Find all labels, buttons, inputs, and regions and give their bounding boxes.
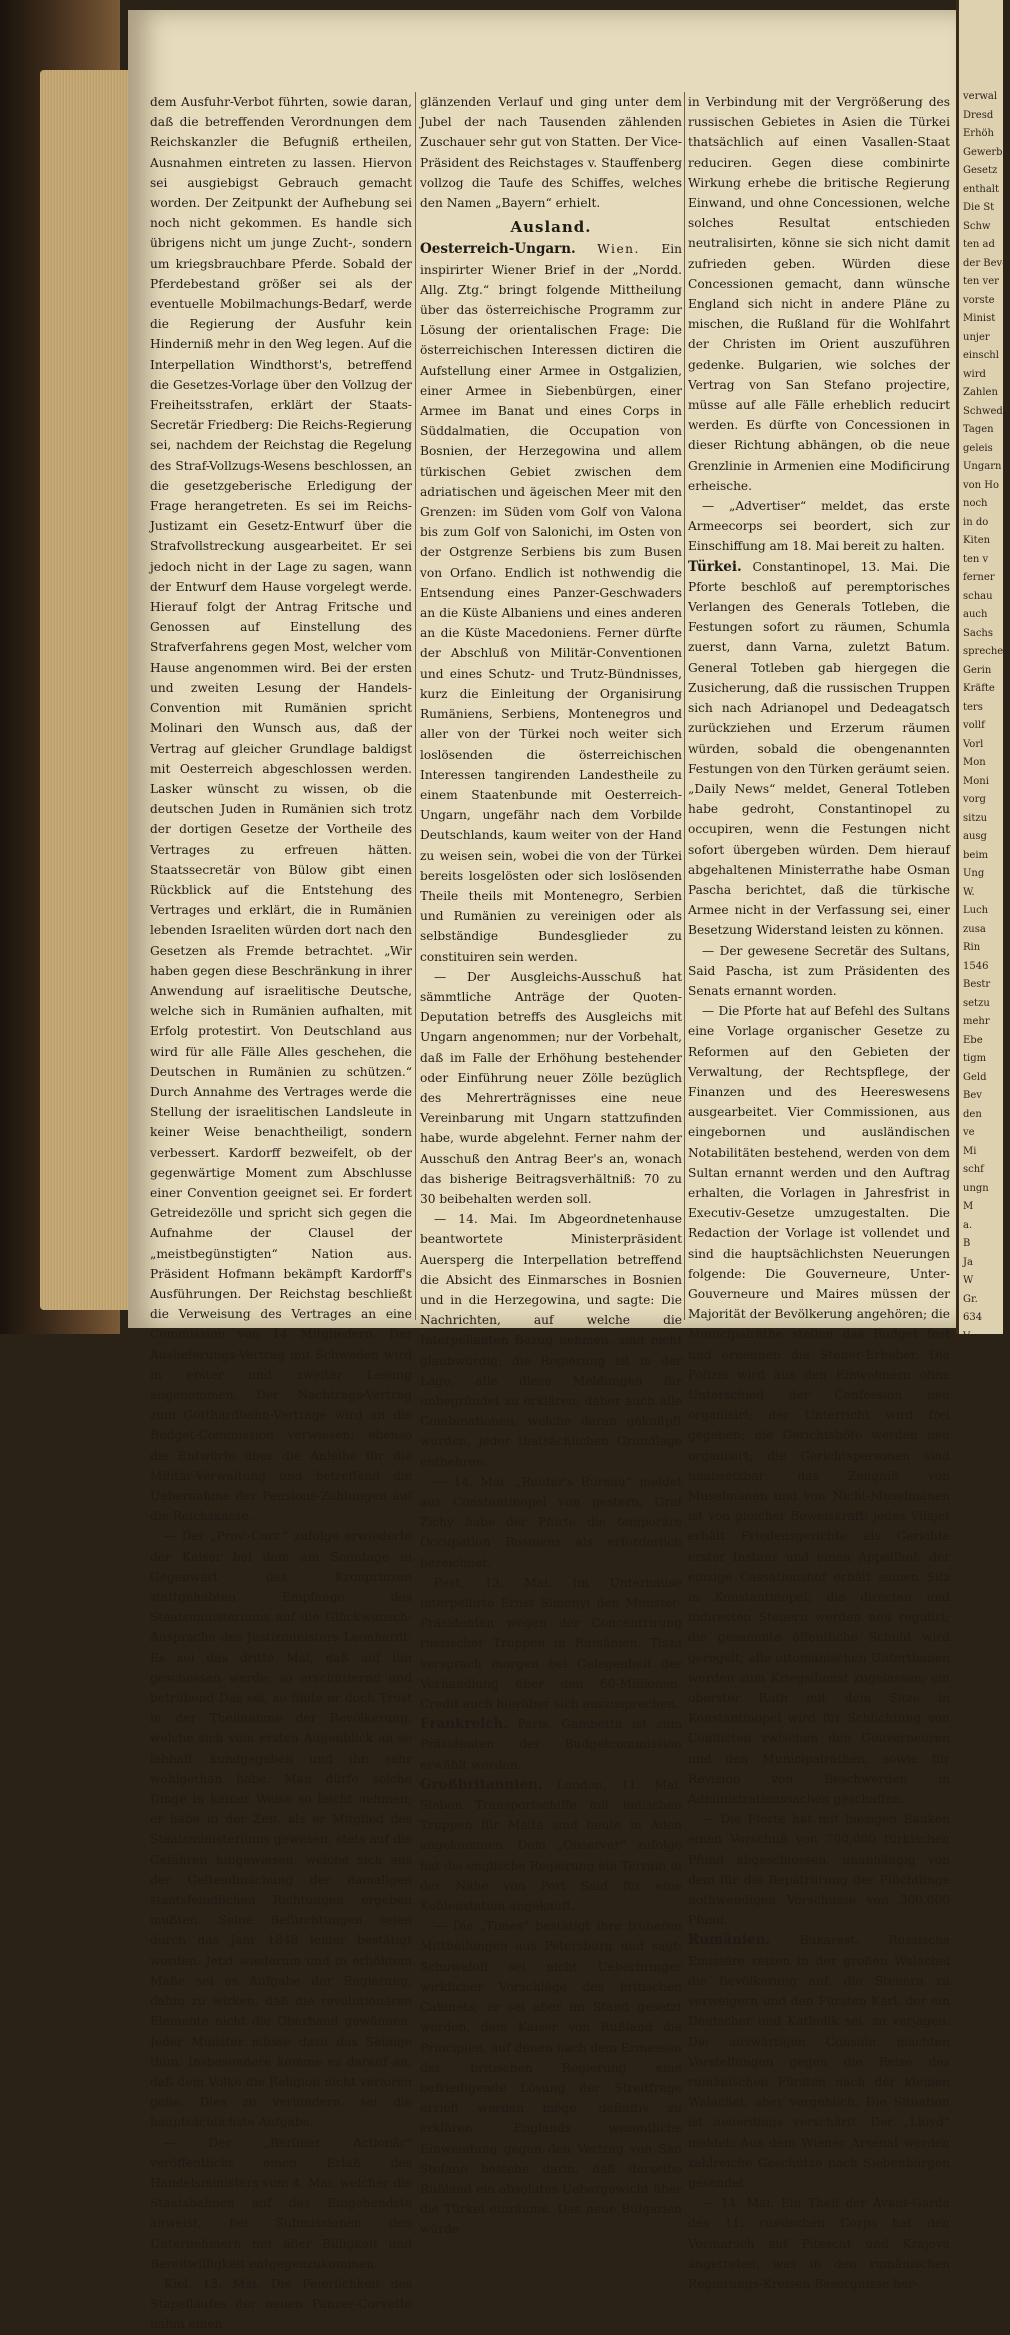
article-frankreich (420, 1714, 682, 1775)
next-page-fragment: in do (963, 516, 989, 528)
next-page-fragment: wird (963, 368, 986, 380)
next-page-fragment: Gr. (963, 1293, 978, 1305)
next-page-fragment: beim (963, 849, 988, 861)
next-page-fragment: zusa (963, 923, 986, 935)
next-page-fragment: vorg (963, 794, 986, 805)
article-advertiser: — „Advertiser“ meldet, das erste Armeecorps sei beordert, sich zur Einschiffung am 18. Mai bereit zu halten. (688, 499, 950, 554)
next-page-fragment: 1546 (963, 960, 989, 972)
next-page-fragment: ten ver (963, 276, 999, 287)
next-page-fragment: Ebe (963, 1034, 983, 1046)
article-times: — Die „Times“ bestätigt ihre früheren Mittheilungen aus Petersburg und sagt: Schuwaloff sei nicht Ueberbringer wirklicher Vorschläge des britischen Cabinets; er sei aber im Stand gesetzt worden, dem Kaiser von Rußland die Principien, auf denen nach dem Ermessen der britischen Regierung eine befriedigende Lösung der Streitfrage erzielt werden möge, definitiv zu erklären. Englands wesentliche Einwendung gegen den Vertrag von San Stefano bestehe darin, daß derselbe Rußland ein absolutes Uebergewicht über die Türkei einräume. Das neue Bulgarien würde (420, 1919, 682, 2237)
next-page-fragment: tigm (963, 1053, 987, 1064)
next-page-fragment: Ung (963, 868, 985, 879)
next-page-fragment: 6 (963, 1367, 970, 1379)
article-kiel: Kiel, 13. Mai. Die Feierlichkeit des Stapellaufes der neuen Panzer-Corvette nahm einen (150, 2276, 412, 2332)
next-page-fragment: Vorl (963, 738, 984, 750)
next-page-fragment: vorste (963, 294, 995, 306)
article-times-cont: in Verbindung mit der Vergrößerung des russischen Gebietes in Asien die Türkei thatsächlich auf einen Vasallen-Staat reduciren. Gegen diese combinirte Wirkung erhebe die britische Regierung Einwand, und ohne Concessionen, welche solches Resultat entschieden neutralisirten, könne sie sich nicht damit zufrieden geben. Würden diese Concessionen gemacht, dann wünsche England sich nicht in andere Pläne zu mischen, die Rußland für die Wohlfahrt der Christen im Orient auszuführen gedenke. Bulgarien, wie solches der Vertrag von San Stefano projectire, müsse auf alle Fälle erheblich reducirt werden. Es dürfte von Concessionen in dieser Richtung abhängen, ob die neue Grenzlinie in Armenien eine Modificirung erheische. (688, 95, 950, 493)
next-page-fragment: Bestr (963, 979, 991, 990)
next-page-fragment: W. (963, 886, 975, 898)
next-page-fragment: Gewerb (963, 146, 1003, 158)
country-heading-tuerkei: Türkei. (688, 558, 742, 575)
next-page-fragment: 634 (963, 1312, 983, 1323)
column-3 (688, 92, 951, 2291)
article-tuerkei (688, 557, 950, 941)
next-page-fragment: ten v (963, 553, 989, 565)
next-page-fragment: verwal (963, 91, 998, 102)
next-page-fragment: ausg (963, 831, 987, 842)
next-page-fragment: Kiten (963, 535, 991, 546)
next-page-fragment: vollf (963, 720, 985, 731)
next-page-fragment: Gesetz (963, 165, 998, 176)
next-page-edge (956, 0, 1010, 1397)
country-heading-rumaenien: Rumänien. (688, 1932, 771, 1949)
article-oesterreich-text: Ein inspirirter Wiener Brief in der „Nordd. Allg. Ztg.“ bringt folgende Mittheilung über das österreichische Programm zur Lösung der orientalischen Frage: Die österreichischen Interessen dictiren die Aufstellung einer Armee in Ostgalizien, einer Armee in Siebenbürgen, einer Armee im Banat und eines Corps in Süddalmatien, die Occupation von Bosnien, der Herzegowina und allem türkischen Gebiet zwischen dem adriatischen und ägeischen Meer mit den Grenzen: im Süden vom Golf von Valona bis zum Golf von Salonichi, im Osten von der Ostgrenze Serbiens bis zum Busen von Orfano. Endlich ist nothwendig die Entsendung eines Panzer-Geschwaders an die Küste Albaniens und eines anderen an die Küste Macedoniens. Ferner dürfte der Abschluß von Militär-Conventionen und eines Schutz- und Trutz-Bündnisses, kurz die Einleitung der Organisirung Rumäniens, Serbiens, Montenegros und aller von der Türkei noch weiter sich loslösenden die österreichischen Interessen tangirenden Landestheile zu einem Staatenbunde mit Oesterreich-Ungarn, ungefähr nach dem Vorbilde Deutschlands, kaum weiter von der Hand zu weisen sein, wobei die von der Türkei bereits losgelösten oder sich loslösenden Theile theils mit Montenegro, Serbien und Rumänien zu vereinigen oder als selbständige Bundesglieder zu constituiren sein werden. (420, 242, 683, 964)
next-page-fragment: Luch (963, 905, 989, 916)
column-1 (150, 92, 412, 2332)
next-page-fragment: geleis (963, 442, 993, 454)
article-berliner-actionaer: — Der „Berliner Actionär“ veröffentlicht einen Erlaß des Handelsministers vom 4. Mai, welcher die Staatsbahnen auf das Eingehendste anweist, bei Submissionen den Unternehmern mit aller Billigkeit und Bereitwilligkeit entgegenzukommen. (150, 2135, 412, 2271)
country-heading-oesterreich: Oesterreich-Ungarn. (420, 241, 576, 258)
article-ausgleich: — Der Ausgleichs-Ausschuß hat sämmtliche Anträge der Quoten-Deputation betreffs des Ausgleichs mit Ungarn angenommen; nur der Vorbehalt, daß im Falle der Erhöhung bestehender oder Einführung neuer Zölle bezüglich des Mehrerträgnisses eine neue Vereinbarung mit Ungarn stattzufinden habe, wurde abgelehnt. Ferner nahm der Ausschuß den Antrag Beer's an, wonach das bisherige Beitragsverhältniß: 70 zu 30 beibehalten werden soll. (420, 969, 682, 1206)
article-frankreich-text: Paris. Gambetta ist zum Präsidenten der Budgetcommission erwählt worden. (420, 1717, 683, 1772)
country-heading-frankreich: Frankreich. (420, 1716, 508, 1733)
next-page-fragment: Bev (963, 1090, 982, 1101)
next-page-fragment: schf (963, 1164, 984, 1175)
article-tuerkei-text: Constantinopel, 13. Mai. Die Pforte beschloß auf peremptorisches Verlangen des Generals Totleben, die Festungen sofort zu räumen, Schumla zuerst, dann Varna, zuletzt Batum. General Totleben gab hiergegen die Zusicherung, daß die russischen Truppen sich nach Adrianopel und Dedeagatsch zurückziehen und Erzerum räumen würden, sobald die obengenannten Festungen von den Türken geräumt seien. „Daily News“ meldet, General Totleben habe gedroht, Constantinopel zu occupiren, wenn die Festungen nicht sofort übergeben würden. Dem hierauf abgehaltenen Ministerrathe habe Osman Pascha berichtet, daß die türkische Armee nicht in der Verfassung sei, einer Besetzung Widerstand leisten zu können. (688, 559, 951, 938)
next-page-fragment: ferner (963, 572, 995, 583)
next-page-fragment: Geld (963, 1071, 987, 1083)
article-grossbritannien-text: London, 11. Mai. Sieben Transportschiffe mit indischen Truppen für Malta sind heute in Aden angekommen. Dem „Observer“ zufolge hat die englische Regierung ein Terrain in der Nähe von Port Said für eine Kohlenstation angekauft. (420, 1777, 682, 1914)
article-avant-garde: — 14. Mai. Ein Theil der Avant-Garde des 11. russischen Corps hat den Vormarsch auf Pitescht und Krajova angetreten, was in den rumänischen Regierungs-Kreisen Besorgnisse her- (688, 2196, 950, 2291)
article-grossbritannien (420, 1775, 682, 1916)
place-wien: Wien. (597, 242, 640, 257)
next-page-fragment: Erhöh (963, 128, 994, 139)
next-page-fragments (959, 0, 1010, 1402)
next-page-fragment: Die St (963, 202, 995, 213)
next-page-fragment: Mon (963, 757, 986, 768)
section-heading-ausland: Ausland. (510, 218, 592, 237)
article-kiel-cont: glänzenden Verlauf und ging unter dem Jubel der nach Tausenden zählenden Zuschauer sehr gut von Statten. Der Vice-Präsident des Reichstages v. Stauffenberg vollzog die Taufe des Schiffes, welches den Namen „Bayern“ erhielt. (420, 95, 682, 211)
next-page-fragment: Moni (963, 775, 989, 787)
article-abgeordnetenhaus: — 14. Mai. Im Abgeordnetenhause beantwortete Ministerpräsident Auersperg die Interpellation betreffend die Absicht des Einmarsches in Bosnien und in die Herzegowina, und sagte: Die Nachrichten, auf welche die Interpellanten Bezug nehmen, sind nicht glaubwürdig; die Regierung ist in der Lage, alle diese Meldungen für unbegründet zu erklären, daher auch alle Combinationen, welche daran geknüpft wurden, jeder thatsächlichen Grundlage entbehren. (420, 1212, 682, 1469)
column-rule-2 (684, 92, 685, 1320)
next-page-fragment: Tagen (963, 424, 994, 435)
article-reuter: — 14. Mai. „Reuter's Bureau“ meldet aus Constantinopel von gestern, Graf Zichy habe der Pforte die temporäre Occupation Bosniens als erforderlich bezeichnet. (420, 1474, 682, 1570)
next-page-fragment: von Ho (963, 479, 1000, 491)
next-page-fragment: ters (963, 701, 983, 713)
article-rumaenien (688, 1930, 950, 2193)
next-page-fragment: sitzu (963, 812, 988, 824)
next-page-fragment: auch (963, 609, 988, 620)
column-rule-1 (415, 92, 416, 1320)
article-said-pascha: — Der gewesene Secretär des Sultans, Said Pascha, ist zum Präsidenten des Senats ernannt worden. (688, 943, 950, 998)
next-page-fragment: sprechen (963, 646, 1010, 657)
article-pforte-banken: — Die Pforte hat mit hiesigen Banken einen Vorschuß von 700,000 türkischen Pfund abgeschlossen, unabhängig von dem für die Repatriirung der Flüchtlinge nothwendigen Vorschusse von 300,000 Pfund. (688, 1812, 950, 1928)
country-heading-grossbritannien: Großbritannien. (420, 1776, 543, 1793)
next-page-fragment: den (963, 1108, 982, 1120)
next-page-fragment: einschl (963, 350, 999, 361)
article-rumaenien-text: Bukarest. Russische Emissäre reizen in der großen Walachei die Bevölkerung auf, die Steuern zu verweigern und den Fürsten Karl, der ein Deutscher und Katholik sei, zu verjagen. Die auswärtigen Consuln machten Vorstellungen gegen die Reise des rumänischen Fürsten nach der kleinen Walachei, aber vergeblich. Die Situation ist neuerdings verschärft. Der „Lloyd“ meldet: Aus dem Wiener Arsenal werden zahlreiche Geschütze nach Siebenbürgen gesendet. (688, 1933, 950, 2190)
next-page-fragment: Sachs (963, 627, 993, 639)
next-page-fragment: ve (963, 1127, 975, 1138)
next-page-fragment: noch (963, 498, 988, 509)
next-page-fragment: Ab (963, 1386, 977, 1397)
next-page-fragment: Dresd (963, 109, 994, 121)
article-pforte-reformen: — Die Pforte hat auf Befehl des Sultans eine Vorlage organischer Gesetze zu Reformen auf den Gebieten der Verwaltung, der Rechtspflege, der Finanzen und des Heereswesens ausgearbeitet. Vier Commissionen, aus eingebornen und ausländischen Notabilitäten bestehend, werden von dem Sultan ernannt werden und den Auftrag erhalten, die Vorlagen in Jahresfrist in Executiv-Gesetze umzugestalten. Die Redaction der Vorlage ist vollendet und sind die hauptsächlichsten Neuerungen folgende: Die Gouverneure, Unter-Gouverneure und Maires müssen der Majorität der Bevölkerung angehören; die Municipalräthe stellen das Budget fest und ernennen die Steuer-Erheber. Die Polizei wird aus den Einwohnern ohne Unterschied der Confession neu organisirt; der Unterricht wird frei gegeben; die Gerichtshöfe werden neu organisirt; die Gerichtspersonen sind unabsetzbar; das Zeugniß von Muselmanen und von Nicht-Muselmanen ist von gleicher Beweiskraft; jedes Vilajet erhält Friedensgerichte als Gerichte erster Instanz und einen Appellhof; der einzige Cassationshof erhält seinen Sitz in Konstantinopel; die directen und indirecten Steuern werden neu regulirt; die gesammte öffentliche Schuld wird geregelt; alle ottomanischen Unterthanen werden zum Kriegsdienst zugelassen; ein oberster Rath mit dem Sitze in Konstantinopel wird für Schlichtung von Conflicten zwischen den Gouverneuren und den Municipalräthen, sowie für Revision von Beschwerden in Administrationssachen geschaffen. (688, 1004, 950, 1807)
next-page-fragment: setzu (963, 997, 990, 1009)
next-page-fragment: Ungarn (963, 461, 1002, 472)
next-page-fragment: unjer (963, 331, 990, 343)
next-page-fragment: XI (963, 1349, 975, 1360)
next-page-fragment: Zahlen (963, 387, 998, 398)
next-page-fragment: der Bevö (963, 257, 1009, 269)
next-page-fragment: V. (963, 1330, 972, 1342)
next-page-fragment: B (963, 1238, 971, 1249)
article-pest: Pest, 13. Mai. Im Unterhause interpellirte Ernst Simonyi den Minister-Präsidenten wegen der Concentrirung russischer Truppen in Rumänien. Tisza versprach morgen bei Gelegenheit der Verhandlung über den 60-Millionen-Credit auch hierüber sich auszusprechen. (420, 1575, 682, 1712)
next-page-fragment: a. (963, 1219, 973, 1231)
next-page-fragment: Schwed (963, 405, 1003, 417)
article-oesterreich (420, 239, 682, 966)
next-page-fragment: Minist (963, 313, 996, 324)
next-page-fragment: Mi (963, 1145, 977, 1157)
next-page-fragment: Schw (963, 220, 991, 232)
article-prov-corr: — Der „Prov.-Corr.“ zufolge erwiederte der Kaiser bei dem am Sonntage in Gegenwart des Kronprinzen stattgehabten Empfange des Staatsministeriums auf die Glückwunsch-Ansprache des Justizministers Leonhardt: Es sei das dritte Mal, daß auf ihn geschossen werde; so erschütternd und betrübend Das sei, so finde er doch Trost in der Theilnahme der Bevölkerung, welche sich vom ersten Augenblick an so lebhaft kundgegeben und ihn sehr wohlgethan habe. Man dürfe solche Dinge in keiner Weise so leicht nehmen; er habe in der Zeit, als er Mitglied des Staatsministeriums gewesen, stets auf die Gefahren hingewiesen, welche sich aus der Geltendmachung der damaligen staatsfeindlichen Richtungen ergeben mußten. Seine Befürchtungen seien durch das Jahr 1848 leider bestätigt worden. Jetzt wiederum und in erhöhtem Maße sei es Aufgabe der Regierung, dahin zu wirken, daß die revolutionären Elemente nicht die Oberhand gewönnen. Jeder Minister müsse dazu das Seinige thun. Insbesondere komme es darauf an, daß dem Volke die Religion nicht verloren gehe. Dies zu verhindern, sei die hauptsächlichste Aufgabe. (150, 1529, 412, 2130)
next-page-fragment: Gerin (963, 664, 992, 676)
next-page-fragment: Ja (963, 1256, 973, 1268)
next-page-fragment: Rin (963, 942, 981, 953)
next-page-fragment: enthalt (963, 183, 999, 195)
next-page-fragment: ungn (963, 1182, 989, 1194)
next-page-fragment: Kräfte (963, 683, 995, 694)
next-page-fragment: schau (963, 590, 993, 602)
article-reichstag: dem Ausfuhr-Verbot führten, sowie daran, daß die betreffenden Verordnungen dem Reichskanzler die Befugniß ertheilen, Ausnahmen eintreten zu lassen. Hiervon sei ausgiebigst Gebrauch gemacht worden. Der Zeitpunkt der Aufhebung sei noch nicht gekommen. Es handle sich übrigens nicht um junge Zucht-, sondern um kriegsbrauchbare Pferde. Sobald der Pferdebestand größer sei als der eventuelle Mobilmachungs-Bedarf, werde die Regierung der Ausfuhr kein Hinderniß mehr in den Weg legen. Auf die Interpellation Windthorst's, betreffend die Gesetzes-Vorlage über den Vollzug der Freiheitsstrafen, erklärt der Staats-Secretär Friedberg: Die Reichs-Regierung sei, nachdem der Reichstag die Regelung des Straf-Vollzugs-Wesens beschlossen, an die gesetzgeberische Erledigung der Frage herangetreten. Es sei im Reichs-Justizamt ein Gesetz-Entwurf über die Strafvollstreckung ausgearbeitet. Er sei jedoch nicht in der Lage zu sagen, wann der Entwurf dem Hause vorgelegt werde. Hierauf folgt der Antrag Fritsche und Genossen auf Einstellung des Strafverfahrens gegen Most, welcher vom Hause angenommen wird. Bei der ersten und zweiten Lesung der Handels-Convention mit Rumänien spricht Molinari den Wunsch aus, daß der Vertrag auf gleicher Grundlage baldigst mit Oesterreich abgeschlossen werden. Lasker wünscht zu wissen, ob die deutschen Juden in Rumänien sich trotz der dortigen Gesetze der Vortheile des Vertrages zu erfreuen hätten. Staatssecretär von Bülow gibt einen Rückblick auf die Entstehung des Vertrages und erklärt, die in Rumänien lebenden Israeliten würden dort nach den Gesetzen als Fremde betrachtet. „Wir haben gegen diese Beschränkung in ihrer Anwendung auf israelitische Deutsche, welche sich in Rumänien aufhalten, mit Erfolg protestirt. Von Deutschland aus wird für alle Fälle Alles geschehen, die Deutschen in Rumänien zu schützen.“ Durch Annahme des Vertrages werde die Stellung der israelitischen Landsleute in keiner Weise benachtheiligt, sondern verbessert. Kardorff bezweifelt, ob der gegenwärtige Moment zum Abschlusse einer Convention geeignet sei. Er fordert Getreidezölle und spricht sich gegen die Aufnahme der Clausel der „meistbegünstigten“ Nation aus. Präsident Hofmann bekämpft Kardorff's Ausführungen. Der Reichstag beschließt die Verweisung des Vertrages an eine Commission von 14 Mitgliedern. Der Auslieferungs-Vertrag mit Schweden wird in erster und zweiter Lesung angenommen. Der Nachtrags-Vertrag zum Gotthardbahn-Vertrage wird an die Budget-Commission verwiesen; ebenso die Entwürfe über die Anleihe für die Militär-Verwaltung und betreffend die Uebernahme der Pensions-Zahlungen auf die Reichskasse. (150, 95, 412, 1524)
page-edges (40, 70, 135, 1310)
next-page-fragment: mehr (963, 1016, 990, 1027)
next-page-fragment: M (963, 1201, 974, 1212)
next-page-fragment: ten ad (963, 239, 995, 250)
next-page-fragment: W (963, 1275, 974, 1286)
column-2 (420, 92, 683, 2237)
